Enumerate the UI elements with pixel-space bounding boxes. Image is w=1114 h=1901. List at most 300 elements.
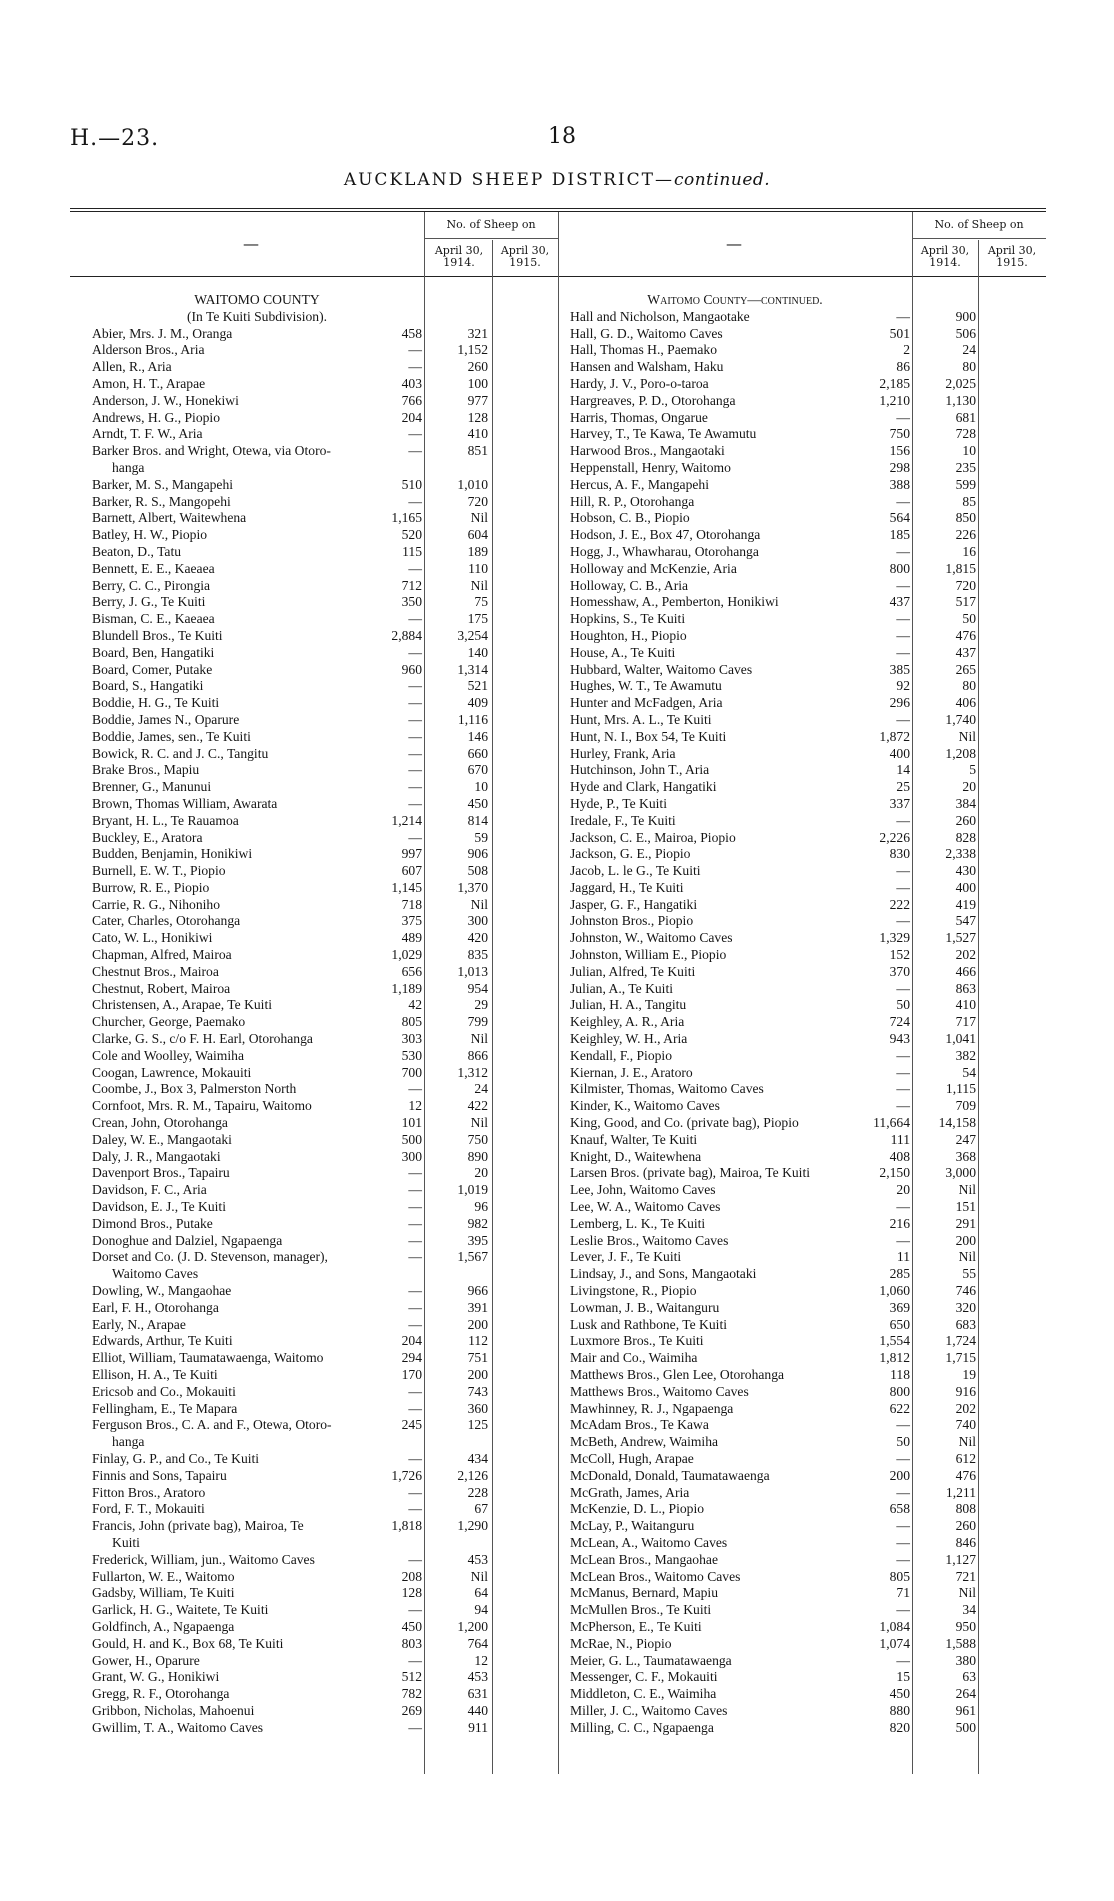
row-name: Chapman, Alfred, Mairoa [92, 947, 232, 963]
row-value-1914: — [408, 426, 422, 442]
table-row [92, 1669, 554, 1686]
row-value-1915: 846 [955, 1534, 976, 1550]
table-row [92, 1048, 554, 1065]
row-name: Milling, C. C., Ngapaenga [570, 1719, 714, 1735]
row-value-1914: 700 [401, 1064, 422, 1080]
row-name: McLean Bros., Waitomo Caves [570, 1568, 741, 1584]
row-value-1915: 612 [955, 1450, 976, 1466]
row-name: Hargreaves, P. D., Otorohanga [570, 392, 736, 408]
row-value-1914: 1,872 [879, 728, 910, 744]
row-name: Hughes, W. T., Te Awamutu [570, 678, 722, 694]
table-row [92, 762, 554, 779]
row-value-1914: 718 [401, 896, 422, 912]
row-value-1915: 453 [467, 1551, 488, 1567]
row-name: Crean, John, Otorohanga [92, 1115, 228, 1131]
table-row [570, 1249, 1042, 1266]
row-value-1914: 820 [889, 1719, 910, 1735]
table-row [570, 1434, 1042, 1451]
row-value-1914: — [896, 644, 910, 660]
row-value-1914: — [408, 1249, 422, 1265]
row-value-1915: 200 [467, 1316, 488, 1332]
table-row [92, 913, 554, 930]
row-value-1914: 303 [401, 1031, 422, 1047]
row-name: Houghton, H., Piopio [570, 627, 687, 643]
row-value-1915: 96 [474, 1199, 488, 1215]
table-row [570, 1720, 1042, 1737]
row-value-1914: 800 [889, 1383, 910, 1399]
table-row [570, 645, 1042, 662]
row-value-1915: Nil [470, 1031, 488, 1047]
row-name: Gribbon, Nicholas, Mahoenui [92, 1702, 255, 1718]
row-value-1915: 59 [474, 829, 488, 845]
row-name: Kendall, F., Piopio [570, 1047, 672, 1063]
row-value-1914: — [408, 762, 422, 778]
table-row [92, 712, 554, 729]
table-row [92, 611, 554, 628]
row-value-1915: 434 [467, 1450, 488, 1466]
row-value-1914: 1,812 [879, 1350, 910, 1366]
row-name: McColl, Hugh, Arapae [570, 1450, 694, 1466]
row-value-1915: 1,010 [457, 476, 488, 492]
row-value-1915: 260 [955, 1518, 976, 1534]
row-value-1915: 410 [467, 426, 488, 442]
table-row [570, 830, 1042, 847]
row-name: Bennett, E. E., Kaeaea [92, 560, 215, 576]
row-value-1914: — [408, 728, 422, 744]
row-value-1914: — [896, 1098, 910, 1114]
row-value-1914: — [408, 1182, 422, 1198]
row-name: McLean, A., Waitomo Caves [570, 1534, 728, 1550]
row-name: Bryant, H. L., Te Rauamoa [92, 812, 239, 828]
right-col2-header: April 30, 1915. [987, 244, 1037, 269]
table-row [92, 594, 554, 611]
row-value-1914: — [896, 1534, 910, 1550]
row-value-1915: 175 [467, 611, 488, 627]
table-row [570, 1065, 1042, 1082]
row-name: McManus, Bernard, Mapiu [570, 1585, 718, 1601]
row-name: Julian, H. A., Tangitu [570, 997, 687, 1013]
row-value-1915: 226 [955, 527, 976, 543]
row-name: Finnis and Sons, Tapairu [92, 1467, 227, 1483]
row-value-1915: 450 [467, 795, 488, 811]
row-name: Churcher, George, Paemako [92, 1014, 246, 1030]
row-value-1914: 403 [401, 375, 422, 391]
row-name: Kinder, K., Waitomo Caves [570, 1098, 720, 1114]
table-row [92, 695, 554, 712]
row-value-1914: 650 [889, 1316, 910, 1332]
row-name: Ferguson Bros., C. A. and F., Otewa, Otoro- [92, 1417, 332, 1433]
row-name: Johnston, William E., Piopio [570, 947, 727, 963]
right-group-header: No. of Sheep on [934, 218, 1024, 231]
row-value-1915: 1,740 [945, 711, 976, 727]
row-value-1914: — [408, 829, 422, 845]
row-value-1915: 410 [955, 997, 976, 1013]
table-row [570, 1485, 1042, 1502]
table-row [92, 1501, 554, 1518]
row-value-1914: 607 [401, 863, 422, 879]
row-value-1914: — [896, 1484, 910, 1500]
row-value-1915: 395 [467, 1232, 488, 1248]
table-row [92, 1518, 554, 1535]
row-value-1914: — [408, 1484, 422, 1500]
row-value-1915: 1,312 [457, 1064, 488, 1080]
row-value-1915: 146 [467, 728, 488, 744]
row-name: Hunt, N. I., Box 54, Te Kuiti [570, 728, 727, 744]
row-value-1915: 751 [467, 1350, 488, 1366]
row-value-1915: 954 [467, 980, 488, 996]
table-row [92, 1585, 554, 1602]
table-row [570, 1333, 1042, 1350]
row-value-1915: 2,126 [457, 1467, 488, 1483]
row-value-1914: 285 [889, 1266, 910, 1282]
row-name: Chestnut Bros., Mairoa [92, 963, 219, 979]
row-value-1915: 12 [474, 1652, 488, 1668]
row-value-1915: 264 [955, 1686, 976, 1702]
row-name: Gregg, R. F., Otorohanga [92, 1686, 230, 1702]
row-value-1915: 906 [467, 846, 488, 862]
row-name: Julian, Alfred, Te Kuiti [570, 963, 696, 979]
row-value-1915: 440 [467, 1702, 488, 1718]
row-name: Messenger, C. F., Mokauiti [570, 1669, 718, 1685]
row-name: Gould, H. and K., Box 68, Te Kuiti [92, 1635, 284, 1651]
row-value-1915: 1,152 [457, 342, 488, 358]
row-value-1914: 2,226 [879, 829, 910, 845]
table-row [570, 443, 1042, 460]
row-value-1914: 510 [401, 476, 422, 492]
row-value-1915: 547 [955, 913, 976, 929]
table-row [570, 1619, 1042, 1636]
page-title [0, 170, 1114, 190]
row-value-1915: 125 [467, 1417, 488, 1433]
row-name: Middleton, C. E., Waimiha [570, 1686, 717, 1702]
row-value-1914: 50 [896, 1434, 910, 1450]
row-name: Budden, Benjamin, Honikiwi [92, 846, 253, 862]
title-text: AUCKLAND SHEEP DISTRICT— [343, 170, 674, 190]
row-name: Garlick, H. G., Waitete, Te Kuiti [92, 1602, 269, 1618]
row-value-1915: 604 [467, 527, 488, 543]
left-col2-header: April 30, 1915. [500, 244, 550, 269]
table-row [92, 1098, 554, 1115]
row-name: Barker, M. S., Mangapehi [92, 476, 234, 492]
row-value-1914: — [408, 1299, 422, 1315]
row-value-1915: 911 [468, 1719, 488, 1735]
table-row [570, 1300, 1042, 1317]
right-col1-header: April 30, 1914. [920, 244, 970, 269]
row-value-1914: 101 [401, 1115, 422, 1131]
table-row [92, 326, 554, 343]
row-value-1914: 86 [896, 359, 910, 375]
row-value-1915: 750 [467, 1131, 488, 1147]
row-name: Keighley, W. H., Aria [570, 1031, 688, 1047]
table-row [92, 1065, 554, 1082]
row-value-1915: 660 [467, 745, 488, 761]
row-name: Alderson Bros., Aria [92, 342, 205, 358]
row-name: Board, S., Hangatiki [92, 678, 204, 694]
table-row [570, 846, 1042, 863]
table-row [570, 1132, 1042, 1149]
row-value-1915: 200 [467, 1367, 488, 1382]
row-value-1915: 764 [467, 1635, 488, 1651]
row-value-1915: 419 [955, 896, 976, 912]
table-row [570, 326, 1042, 343]
table-row [570, 1048, 1042, 1065]
row-value-1915: Nil [958, 1434, 976, 1450]
row-value-1915: 5 [969, 762, 976, 778]
row-name: Boddie, H. G., Te Kuiti [92, 695, 220, 711]
row-value-1914: 25 [896, 779, 910, 795]
row-value-1914: 92 [896, 678, 910, 694]
row-value-1915: 202 [955, 947, 976, 963]
row-value-1915: 743 [467, 1383, 488, 1399]
row-value-1915: 799 [467, 1014, 488, 1030]
row-value-1915: Nil [470, 1568, 488, 1584]
row-name: hanga [112, 1434, 145, 1450]
table-row [92, 678, 554, 695]
table-row [570, 1216, 1042, 1233]
table-row [570, 1031, 1042, 1048]
row-name: Elliot, William, Taumatawaenga, Waitomo [92, 1350, 324, 1366]
row-name: Lee, John, Waitomo Caves [570, 1182, 716, 1198]
table-row [92, 1249, 554, 1266]
row-value-1915: 828 [955, 829, 976, 845]
row-value-1915: 200 [955, 1232, 976, 1248]
row-name: Harwood Bros., Mangaotaki [570, 443, 725, 459]
row-value-1914: 294 [401, 1350, 422, 1366]
row-name: Knight, D., Waitewhena [570, 1148, 702, 1164]
row-value-1915: 1,715 [945, 1350, 976, 1366]
table-row [92, 1233, 554, 1250]
row-name: McMullen Bros., Te Kuiti [570, 1602, 712, 1618]
row-name: Hall, G. D., Waitomo Caves [570, 325, 723, 341]
row-value-1914: 375 [401, 913, 422, 929]
table-row [92, 1115, 554, 1132]
row-value-1914: — [408, 1081, 422, 1097]
row-value-1914: 830 [889, 846, 910, 862]
row-value-1915: 1,041 [945, 1031, 976, 1047]
row-value-1915: 80 [962, 359, 976, 375]
row-value-1915: 151 [955, 1199, 976, 1215]
row-value-1915: 265 [955, 661, 976, 677]
row-name: McPherson, E., Te Kuiti [570, 1618, 702, 1634]
row-value-1914: — [896, 1450, 910, 1466]
row-value-1914: — [408, 1199, 422, 1215]
row-value-1914: — [896, 980, 910, 996]
table-row [570, 1417, 1042, 1434]
row-value-1914: 520 [401, 527, 422, 543]
row-value-1914: — [408, 611, 422, 627]
table-row [92, 393, 554, 410]
row-value-1914: — [896, 308, 910, 324]
table-row [92, 880, 554, 897]
row-value-1914: 156 [889, 443, 910, 459]
row-value-1915: 85 [962, 493, 976, 509]
table-row [92, 1485, 554, 1502]
row-name: McGrath, James, Aria [570, 1484, 690, 1500]
row-name: Hardy, J. V., Poro-o-taroa [570, 375, 709, 391]
table-row [92, 1165, 554, 1182]
row-name: Meier, G. L., Taumatawaenga [570, 1652, 732, 1668]
row-value-1915: 717 [955, 1014, 976, 1030]
row-value-1915: Nil [470, 896, 488, 912]
table-row [92, 863, 554, 880]
row-name: Cornfoot, Mrs. R. M., Tapairu, Waitomo [92, 1098, 312, 1114]
table-row [92, 359, 554, 376]
row-value-1914: 385 [889, 661, 910, 677]
row-name: Lindsay, J., and Sons, Mangaotaki [570, 1266, 757, 1282]
row-value-1915: 20 [474, 1165, 488, 1181]
row-value-1914: 880 [889, 1702, 910, 1718]
table-row [570, 376, 1042, 393]
row-value-1914: — [408, 493, 422, 509]
table-row [92, 376, 554, 393]
table-row [570, 813, 1042, 830]
row-value-1914: 50 [896, 997, 910, 1013]
row-value-1915: 476 [955, 627, 976, 643]
row-name: Lee, W. A., Waitomo Caves [570, 1199, 721, 1215]
row-value-1914: 450 [889, 1686, 910, 1702]
row-name: Hunt, Mrs. A. L., Te Kuiti [570, 711, 712, 727]
title-italic: continued. [673, 170, 771, 190]
table-row [570, 1165, 1042, 1182]
row-value-1914: — [408, 1215, 422, 1231]
table-row [570, 477, 1042, 494]
row-value-1914: 118 [890, 1367, 910, 1382]
left-group-header: No. of Sheep on [446, 218, 536, 231]
table-row [570, 1149, 1042, 1166]
row-value-1914: 750 [889, 426, 910, 442]
row-value-1915: 683 [955, 1316, 976, 1332]
row-name: McLay, P., Waitanguru [570, 1518, 695, 1534]
row-value-1914: 222 [889, 896, 910, 912]
table-row [92, 1636, 554, 1653]
row-value-1915: 517 [955, 594, 976, 610]
row-value-1915: 1,211 [945, 1484, 976, 1500]
row-name: Hansen and Walsham, Haku [570, 359, 724, 375]
row-value-1915: 300 [467, 913, 488, 929]
right-rows [570, 309, 1042, 1737]
table-row [92, 561, 554, 578]
row-name: Kuiti [112, 1534, 140, 1550]
table-row [92, 1569, 554, 1586]
row-name: Fullarton, W. E., Waitomo [92, 1568, 235, 1584]
row-name: Hobson, C. B., Piopio [570, 510, 690, 526]
table-row [570, 1585, 1042, 1602]
row-name: Hopkins, S., Te Kuiti [570, 611, 686, 627]
row-name: Davenport Bros., Tapairu [92, 1165, 230, 1181]
row-value-1915: 247 [955, 1131, 976, 1147]
table-row [92, 477, 554, 494]
row-name: Harris, Thomas, Ongarue [570, 409, 708, 425]
row-value-1915: 1,527 [945, 930, 976, 946]
row-value-1915: Nil [958, 1585, 976, 1601]
row-name: Lemberg, L. K., Te Kuiti [570, 1215, 706, 1231]
row-name: Hodson, J. E., Box 47, Otorohanga [570, 527, 761, 543]
row-value-1914: — [896, 493, 910, 509]
row-name: Amon, H. T., Arapae [92, 375, 206, 391]
table-row [92, 1384, 554, 1401]
row-value-1914: — [896, 863, 910, 879]
row-value-1915: 3,254 [457, 627, 488, 643]
row-value-1915: 721 [955, 1568, 976, 1584]
table-row [92, 1031, 554, 1048]
row-value-1914: — [408, 1652, 422, 1668]
row-value-1915: 128 [467, 409, 488, 425]
table-row [570, 527, 1042, 544]
row-value-1914: — [896, 627, 910, 643]
row-value-1914: — [408, 779, 422, 795]
table-row [92, 494, 554, 511]
table-row [570, 1401, 1042, 1418]
row-value-1914: 805 [889, 1568, 910, 1584]
row-name: McBeth, Andrew, Waimiha [570, 1434, 719, 1450]
row-name: Brake Bros., Mapiu [92, 762, 200, 778]
row-value-1914: 408 [889, 1148, 910, 1164]
row-value-1914: 656 [401, 963, 422, 979]
row-name: King, Good, and Co. (private bag), Piopio [570, 1115, 799, 1131]
row-name: Hunter and McFadgen, Aria [570, 695, 723, 711]
row-value-1915: 982 [467, 1215, 488, 1231]
row-value-1915: 16 [962, 543, 976, 559]
right-name-header: — [726, 234, 742, 253]
row-name: Luxmore Bros., Te Kuiti [570, 1333, 704, 1349]
table-row [570, 746, 1042, 763]
row-name: Johnston, W., Waitomo Caves [570, 930, 733, 946]
row-value-1915: 814 [467, 812, 488, 828]
row-value-1915: 850 [955, 510, 976, 526]
row-value-1915: 100 [467, 375, 488, 391]
row-value-1914: 2,185 [879, 375, 910, 391]
row-value-1915: 382 [955, 1047, 976, 1063]
row-value-1915: 599 [955, 476, 976, 492]
row-value-1915: 1,724 [945, 1333, 976, 1349]
row-name: Grant, W. G., Honikiwi [92, 1669, 220, 1685]
row-name: Brenner, G., Manunui [92, 779, 212, 795]
table-row [92, 1720, 554, 1737]
row-value-1915: 681 [955, 409, 976, 425]
row-value-1914: 115 [402, 543, 422, 559]
row-value-1914: 500 [401, 1131, 422, 1147]
row-value-1915: 1,815 [945, 560, 976, 576]
row-value-1914: — [896, 913, 910, 929]
row-value-1914: 1,329 [879, 930, 910, 946]
row-value-1915: 24 [962, 342, 976, 358]
row-value-1915: 14,158 [938, 1115, 976, 1131]
row-value-1915: 189 [467, 543, 488, 559]
row-value-1914: 800 [889, 560, 910, 576]
table-row [570, 1552, 1042, 1569]
table-row [92, 426, 554, 443]
table-row [92, 1132, 554, 1149]
row-value-1915: 368 [955, 1148, 976, 1164]
row-name: Holloway, C. B., Aria [570, 577, 689, 593]
row-value-1915: 55 [962, 1266, 976, 1282]
row-value-1914: — [408, 695, 422, 711]
row-value-1914: 296 [889, 695, 910, 711]
row-value-1914: 200 [889, 1467, 910, 1483]
row-name: Davidson, E. J., Te Kuiti [92, 1199, 226, 1215]
table-row [570, 611, 1042, 628]
table-row [92, 930, 554, 947]
row-name: Harvey, T., Te Kawa, Te Awamutu [570, 426, 757, 442]
row-value-1915: 1,588 [945, 1635, 976, 1651]
row-value-1914: 152 [889, 947, 910, 963]
row-name: Brown, Thomas William, Awarata [92, 795, 278, 811]
row-value-1914: 42 [408, 997, 422, 1013]
table-row [570, 1115, 1042, 1132]
row-value-1914: — [896, 577, 910, 593]
table-row [92, 1266, 554, 1283]
row-value-1915: 10 [962, 443, 976, 459]
